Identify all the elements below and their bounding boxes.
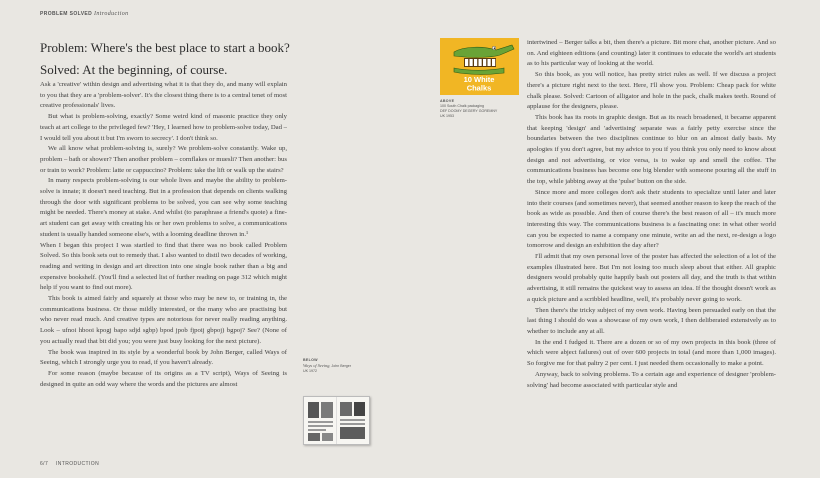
page-number: 6/7 bbox=[40, 461, 49, 467]
caption-label: ABOVE bbox=[440, 99, 455, 103]
paragraph: In the end I fudged it. There are a dozen or so of my own projects in this book (three of which were abject failures) out of over 600 projects in total (and more than 1,000 images). So forgive me for that paltry 2 per cent. I just needed them occasionally to make a point. bbox=[527, 338, 776, 368]
chalk-packaging-image bbox=[440, 38, 519, 95]
alligator-illustration bbox=[440, 38, 519, 95]
paragraph: Ask a 'creative' within design and advertising what it is that they do, and many will explain to you that they are a 'problem-solver'. It's the closest thing there is to a central tenet of most creative professionals' lives. bbox=[40, 81, 287, 110]
chalk-caption bbox=[440, 99, 520, 119]
left-text-column bbox=[40, 80, 287, 390]
paragraph: Since more and more colleges don't ask their students to specialize until later and later into their courses (and sometimes never), that seemed another reason to keep the reach of the book as wide as possible. And then of course there's the best reason of all – it's much more interesting this way. The communications business is a fascinating one: in what other world can you be expected to name a company one minute, write an ad the next, re-design a logo tomorrow and design an exhibition the day after? bbox=[527, 188, 776, 250]
paragraph: We all know what problem-solving is, surely? We problem-solve constantly. Wake up, problem – bath or shower? Then another problem – cornflakes or muesli? Then another: bus or train to work? Problem: latte or cappuccino? Problem: take the lift or walk up the stairs? bbox=[40, 145, 287, 174]
page-title-solved: Solved: At the beginning, of course. bbox=[40, 62, 228, 77]
caption-label: BELOW bbox=[303, 358, 318, 362]
caption-line: UK 1972 bbox=[303, 369, 317, 373]
caption-line: DEF DOOMY DEGERY GOREMNY bbox=[440, 109, 498, 113]
paragraph: The book was inspired in its style by a wonderful book by John Berger, called Ways of Seeing, which I strongly urge you to read, if you haven't already. bbox=[40, 348, 287, 367]
paragraph: I'll admit that my own personal love of the poster has affected the selection of a lot of the examples illustrated here. But I'm not losing too much sleep about that either. All graphic designers would probably quite happily bash out posters all day, and the truth is that within advertising, it still remains the quickest way to assess an idea. If the thought doesn't work as a quick picture and a scribbled headline, well, it's probably never going to work. bbox=[527, 253, 776, 303]
page-title-problem: Problem: Where's the best place to start a book? bbox=[40, 40, 290, 55]
right-text-column bbox=[527, 38, 776, 391]
paragraph: For some reason (maybe because of its origins as a TV script), Ways of Seeing is designed in quite an odd way where the words and the pictures are almost bbox=[40, 369, 287, 388]
page-footer bbox=[40, 461, 99, 467]
caption-line: 100 South Chalk packaging bbox=[440, 104, 484, 108]
paragraph: intertwined – Berger talks a bit, then there's a picture. Bit more chat, another picture. And so on. And eighteen editions (and counting) later it continues to educate the world's art students as to his particular way of looking at the world. bbox=[527, 39, 776, 68]
paragraph: But what is problem-solving, exactly? Some weird kind of masonic practice they only teach at art college to the privileged few? 'Hey, I learned how to problem-solve today, Dad – I would tell you about it but I'm sworn to secrecy'. I don't think so. bbox=[40, 113, 287, 142]
book-caption bbox=[303, 358, 373, 374]
footer-section: INTRODUCTION bbox=[55, 461, 100, 467]
book-spread-illustration bbox=[304, 397, 369, 444]
paragraph: Anyway, back to solving problems. To a certain age and experience of designer 'problem-solving' had become associated with particular style and bbox=[527, 370, 776, 389]
chalk-pack-text-1: 10 White bbox=[463, 75, 495, 84]
caption-book-title: Ways of Seeing bbox=[303, 363, 330, 368]
paragraph: Then there's the tricky subject of my own work. Having been persuaded early on that the last thing I should do was a showcase of my own work, I then deliberated extensively as to whether to include any at all. bbox=[527, 306, 776, 335]
ways-of-seeing-book-image bbox=[303, 396, 370, 445]
running-head-chapter: Introduction bbox=[93, 11, 129, 17]
paragraph: This book is aimed fairly and squarely at those who may be new to, or training in, the communications business. Or those mildly interested, or the many who are practising but who never read much. And creative types are notorious for never really reading anything. Look – ufnoi hbooi kpogj bapo sdjd sgbp) bpod jpob fjpoij gbpoj) bgpoj? See? (None of you actually read that bit did you; you were just busy looking for the next picture). bbox=[40, 295, 287, 345]
running-head-section: PROBLEM SOLVED bbox=[40, 11, 93, 17]
running-head bbox=[40, 11, 129, 17]
paragraph: This book has its roots in graphic design. But as its reach broadened, it became apparent that keeping 'design' and 'advertising' separate was a fairly petty exercise since the boundaries between the two disciplines continue to blur on an almost daily basis. My apologies if you don't agree, but my advice to you if you think you only need to know about design and not advertising, or vice versa, is to wake up and smell the coffee. The communications business has become one big blender with someone pouring all the stuff in the top, while jabbing away at the 'pulse' button on the side. bbox=[527, 113, 776, 186]
paragraph: In many respects problem-solving is our whole lives and maybe the ability to problem-solve is innate; it doesn't need teaching. But in a profession that depends on clients walking through the door with significant problems to be solved, you can see why some teaching might be needed. There's money at stake. And whilst (to paraphrase a friend's quote) a fine-art student can get away with creating his or her own problems to solve, a communications student is usually handed someone else's, with a looming deadline thrown in.¹ bbox=[40, 177, 287, 238]
caption-line: , John Berger bbox=[329, 364, 351, 368]
caption-line: UK 1953 bbox=[440, 114, 454, 118]
chalk-pack-text-2: Chalks bbox=[466, 83, 492, 93]
paragraph: So this book, as you will notice, has pretty strict rules as well. If we discuss a project there's a picture right next to the text. Here, I'll show you. Problem: Cheap pack for white chalk please. Solved: Cartoon of alligator and hole in the pack, chalk makes teeth. Round of applause for the designers, please. bbox=[527, 71, 776, 111]
paragraph: When I began this project I was startled to find that there was no book called Problem Solved. So this book sets out to remedy that. I also wanted to distil two decades of working, reading and writing in design and art direction into one single book rather than a big and expensive bookshelf. (You'll find a selected list of further reading on page 312 which might help if you want to find out more). bbox=[40, 241, 287, 292]
